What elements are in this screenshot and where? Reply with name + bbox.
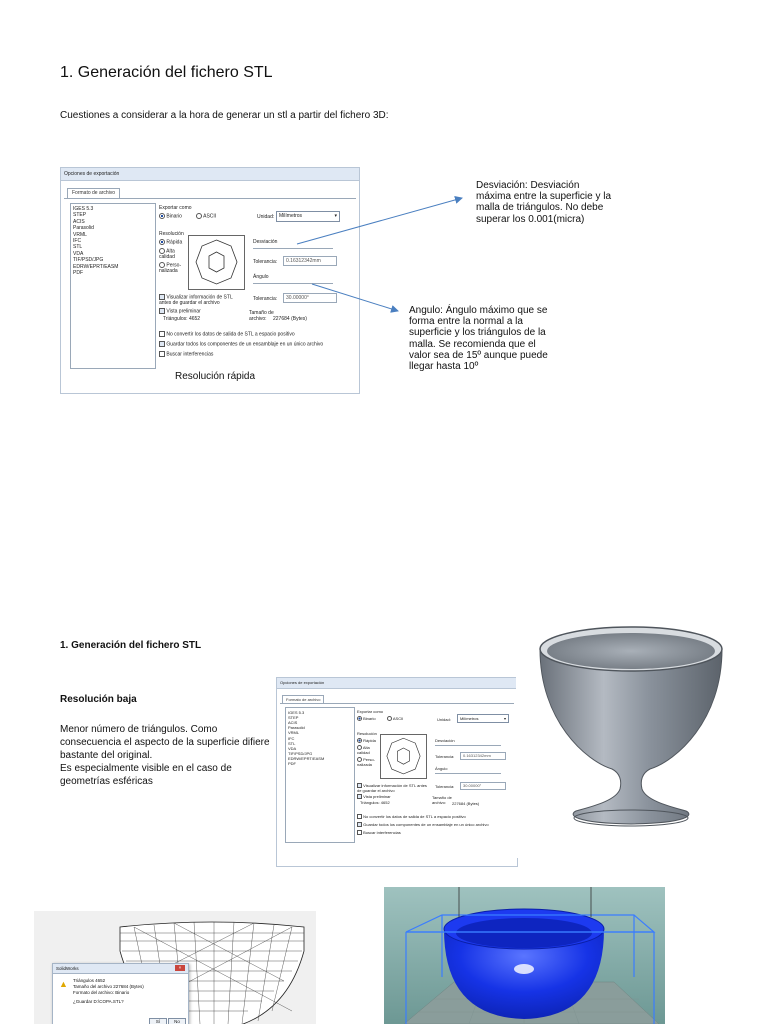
format-list	[285, 707, 355, 843]
wireframe-screenshot	[34, 911, 316, 1024]
tab-file-format[interactable]: Formato de archivo	[67, 188, 120, 199]
export-as-label: Exportar como	[357, 709, 384, 714]
resolution-high-radio[interactable]: Alta calidad	[357, 745, 370, 756]
triangles-readout: Triángulos: 4652	[360, 800, 390, 805]
resolution-label: Resolución	[159, 231, 184, 237]
hexagon-icon	[381, 735, 426, 778]
unit-label: Unidad:	[437, 717, 451, 722]
preview-checkbox[interactable]: Vista preliminar	[357, 794, 391, 799]
blue-bowl-render	[384, 887, 665, 1024]
checkbox-icon	[357, 814, 362, 819]
goblet-render	[516, 611, 747, 858]
angle-tolerance-label: Tolerancia:	[253, 296, 278, 302]
angle-slider[interactable]	[435, 773, 501, 774]
save-all-checkbox[interactable]: Guardar todos los componentes de un ensamblaje en un único archivo	[357, 822, 489, 827]
show-info-checkbox[interactable]: Visualizar información de STL antes de guardar el archivo	[159, 294, 233, 307]
preview-checkbox[interactable]: Vista preliminar	[159, 308, 201, 314]
body-line: Menor número de triángulos. Como consecuencia el aspecto de la superficie difiere bastante del original.	[60, 724, 270, 761]
radio-on-icon	[357, 738, 362, 743]
file-size-label: Tamaño de archivo:	[249, 310, 274, 322]
deviation-label: Desviación	[435, 738, 455, 743]
intro-text: Cuestiones a considerar a la hora de generar un stl a partir del fichero 3D:	[60, 110, 389, 121]
popup-title: SolidWorks	[53, 964, 188, 974]
radio-on-icon	[357, 716, 362, 721]
format-item[interactable]: VRML	[73, 231, 87, 238]
export-binary-radio[interactable]: Binario	[357, 716, 376, 721]
no-convert-checkbox[interactable]: No convertir los datos de salida de STL a espacio positivo	[357, 814, 466, 819]
format-item[interactable]: STL	[73, 244, 83, 251]
format-item[interactable]: STEP	[73, 212, 87, 219]
unit-select[interactable]: Milímetros ▾	[276, 211, 340, 222]
deviation-tolerance-input[interactable]: 0.16312342mm	[283, 256, 337, 266]
resolution-custom-radio[interactable]: Perso-nalizada	[159, 262, 182, 275]
show-info-checkbox[interactable]: Visualizar información de STL antes de guardar el archivo	[357, 783, 427, 794]
file-size-label: Tamaño de archivo:	[432, 795, 452, 805]
interference-checkbox[interactable]: Buscar interferencias	[159, 351, 213, 357]
check-icon	[357, 794, 362, 799]
solidworks-popup	[52, 963, 189, 1024]
format-item[interactable]: TIF/PSD/JPG	[73, 257, 104, 264]
format-item[interactable]: IFC	[288, 735, 295, 741]
format-item[interactable]: VDA	[73, 250, 84, 257]
warning-icon: ▲	[59, 979, 68, 989]
triangles-readout: Triángulos: 4652	[163, 316, 201, 322]
close-icon[interactable]: ×	[175, 965, 185, 971]
caption-fast-resolution: Resolución rápida	[175, 371, 256, 382]
unit-label: Unidad:	[257, 214, 275, 220]
resolution-low-heading: Resolución baja	[60, 694, 137, 705]
format-item[interactable]: PDF	[73, 269, 83, 276]
export-ascii-radio[interactable]: ASCII	[387, 716, 403, 721]
popup-message: Triángulos 4652 Tamaño del archivo 227684 (Bytes) Formato del archivo: Binario ¿Guardar D:\COPA.STL?	[73, 978, 144, 1004]
save-all-checkbox[interactable]: Guardar todos los componentes de un ensamblaje en un único archivo	[159, 341, 323, 347]
format-item[interactable]: IFC	[73, 237, 82, 244]
resolution-high-radio[interactable]: Alta calidad	[159, 248, 175, 261]
annotation-arrows	[0, 0, 768, 420]
export-binary-radio[interactable]: Binario	[159, 213, 182, 219]
tab-file-format[interactable]: Formato de archivo	[282, 695, 324, 704]
resolution-label: Resolución	[357, 731, 377, 736]
deviation-tolerance-input[interactable]: 0.16312342mm	[460, 752, 506, 760]
file-size-value: 227684 (Bytes)	[452, 801, 480, 806]
angle-tolerance-input[interactable]: 30.00000°	[460, 782, 506, 790]
format-item[interactable]: VRML	[288, 730, 300, 736]
file-size-value: 227684 (Bytes)	[273, 316, 307, 322]
format-item[interactable]: IGES 5.3	[288, 710, 305, 715]
radio-off-icon	[387, 716, 392, 721]
export-ascii-radio[interactable]: ASCII	[196, 213, 216, 219]
resolution-fast-radio[interactable]: Rápida	[159, 239, 182, 245]
chevron-down-icon: ▾	[503, 716, 506, 721]
section2-title: 1. Generación del fichero STL	[60, 640, 202, 651]
deviation-label: Desviación	[253, 239, 278, 245]
angle-annotation: Angulo: Ángulo máximo que se forma entre la normal a la superficie y los triángulos de la malla. Se recomienda que el valor sea de 15º aunque puede llegar hasta 10º	[409, 305, 548, 372]
check-icon	[357, 822, 362, 827]
arrow-deviation	[297, 198, 462, 244]
format-item[interactable]: ACIS	[73, 218, 85, 225]
no-convert-checkbox[interactable]: No convertir los datos de salida de STL a espacio positivo	[159, 331, 295, 337]
section-title: 1. Generación del fichero STL	[60, 64, 273, 81]
interference-checkbox[interactable]: Buscar interferencias	[357, 830, 401, 835]
body-line: Es especialmente visible en el caso de geometrías esféricas	[60, 763, 232, 787]
slicer-viewer	[384, 887, 665, 1024]
deviation-annotation: Desviación: Desviación máxima entre la superficie y la malla de triángulos. No debe superar los 0.001(micra)	[476, 180, 612, 225]
format-item[interactable]: IGES 5.3	[73, 206, 94, 212]
angle-tolerance-input[interactable]: 30.00000°	[283, 293, 337, 303]
format-item[interactable]: Parasolid	[73, 225, 94, 232]
deviation-tolerance-label: Tolerancia:	[253, 259, 278, 265]
angle-label: Ángulo	[435, 766, 448, 771]
format-item[interactable]: STEP	[288, 715, 299, 721]
resolution-custom-radio[interactable]: Perso-nalizada	[357, 757, 375, 768]
dialog-panel	[280, 703, 514, 704]
format-item[interactable]: Parasolid	[288, 725, 305, 731]
format-item[interactable]: PDF	[288, 761, 296, 767]
resolution-low-text	[60, 723, 274, 788]
deviation-tolerance-label: Tolerancia:	[435, 754, 455, 759]
format-item[interactable]: STL	[288, 740, 296, 746]
no-button[interactable]: No	[168, 1018, 186, 1024]
format-item[interactable]: ACIS	[288, 720, 298, 726]
export-as-label: Exportar como	[159, 205, 192, 211]
format-item[interactable]: EDRW/EPRT/EASM	[288, 755, 325, 761]
dialog-title: Opciones de exportación	[61, 168, 359, 181]
resolution-fast-radio[interactable]: Rápida	[357, 738, 376, 743]
mesh-preview	[380, 734, 427, 779]
format-item[interactable]: EDRW/EPRT/EASM	[73, 263, 119, 270]
arrow-angle	[312, 284, 398, 311]
angle-tolerance-label: Tolerancia:	[435, 784, 455, 789]
dialog-title: Opciones de exportación	[277, 678, 517, 689]
unit-select[interactable]: Milímetros ▾	[457, 714, 509, 723]
yes-button[interactable]: Sí	[149, 1018, 167, 1024]
deviation-slider[interactable]	[435, 745, 501, 746]
export-options-dialog-small	[276, 677, 518, 867]
checkbox-icon	[357, 830, 362, 835]
chevron-down-icon: ▾	[334, 213, 337, 219]
format-item[interactable]: TIF/PSD/JPG	[288, 750, 313, 756]
format-item[interactable]: VDA	[288, 745, 297, 751]
angle-label: Ángulo	[253, 274, 269, 280]
